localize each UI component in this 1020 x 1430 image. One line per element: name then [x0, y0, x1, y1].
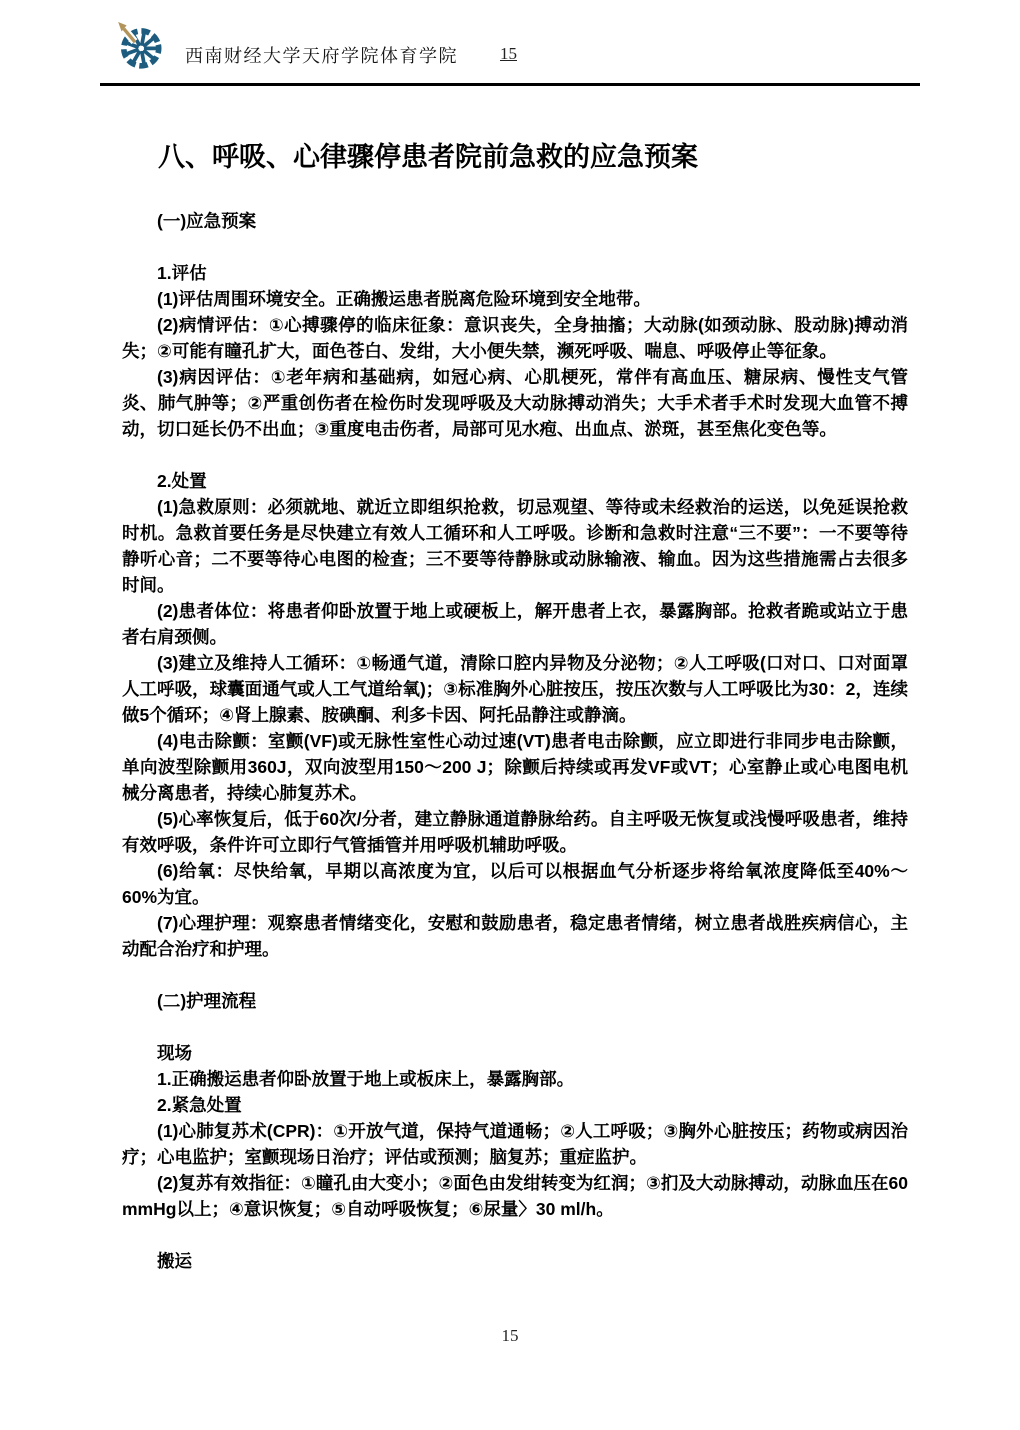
institution-name: 西南财经大学天府学院体育学院 [185, 46, 458, 66]
document-paragraphs [122, 208, 908, 1274]
paragraph: (7)心理护理：观察患者情绪变化，安慰和鼓励患者，稳定患者情绪，树立患者战胜疾病信心，主动配合治疗和护理。 [122, 913, 908, 959]
paragraph: (二)护理流程 [157, 991, 257, 1011]
paragraph: (4)电击除颤：室颤(VF)或无脉性室性心动过速(VT)患者电击除颤，应立即进行非同步电击除颤，单向波型除颤用360J，双向波型用150～200 J；除颤后持续或再发VF或VT；心室静止或心电图电机械分离患者，持续心肺复苏术。 [122, 731, 908, 803]
paragraph: (2)复苏有效指征：①瞳孔由大变小；②面色由发绀转变为红润；③扪及大动脉搏动，动脉血压在60 mmHg以上；④意识恢复；⑤自动呼吸恢复；⑥尿量〉30 ml/h。 [122, 1173, 908, 1219]
paragraph: 现场 [157, 1043, 192, 1063]
document-content [122, 130, 908, 1274]
paragraph: (3)病因评估：①老年病和基础病，如冠心病、心肌梗死，常伴有高血压、糖尿病、慢性支气管炎、肺气肿等；②严重创伤者在检伤时发现呼吸及大动脉搏动消失；大手术者手术时发现大血管不搏动，切口延长仍不出血；③重度电击伤者，局部可见水疱、出血点、淤斑，甚至焦化变色等。 [122, 367, 908, 439]
paragraph: (2)患者体位：将患者仰卧放置于地上或硬板上，解开患者上衣，暴露胸部。抢救者跪或站立于患者右肩颈侧。 [122, 601, 908, 647]
footer-page-number: 15 [501, 1326, 519, 1345]
paragraph: (1)急救原则：必须就地、就近立即组织抢救，切忌观望、等待或未经救治的运送，以免延误抢救时机。急救首要任务是尽快建立有效人工循环和人工呼吸。诊断和急救时注意“三不要”：一不要等待静听心音；二不要等待心电图的检查；三不要等待静脉或动脉输液、输血。因为这些措施需占去很多时间。 [122, 497, 908, 595]
document-title: 八、呼吸、心律骤停患者院前急救的应急预案 [158, 142, 698, 172]
page-header [100, 0, 920, 90]
paragraph: (一)应急预案 [157, 211, 257, 231]
paragraph: 2.紧急处置 [157, 1095, 242, 1115]
header-page-number: 15 [500, 44, 517, 63]
paragraph: 2.处置 [157, 471, 207, 491]
paragraph: 搬运 [157, 1251, 192, 1271]
paragraph: (1)心肺复苏术(CPR)：①开放气道，保持气道通畅；②人工呼吸；③胸外心脏按压；药物或病因治疗；心电监护；室颤现场日治疗；评估或预测；脑复苏；重症监护。 [122, 1121, 908, 1167]
paragraph: (5)心率恢复后，低于60次/分者，建立静脉通道静脉给药。自主呼吸无恢复或浅慢呼吸患者，维持有效呼吸，条件许可立即行气管插管并用呼吸机辅助呼吸。 [122, 809, 908, 855]
paragraph: 1.正确搬运患者仰卧放置于地上或板床上，暴露胸部。 [157, 1069, 575, 1089]
paragraph: (3)建立及维持人工循环：①畅通气道，清除口腔内异物及分泌物；②人工呼吸(口对口、口对面罩人工呼吸，球囊面通气或人工气道给氧)；③标准胸外心脏按压，按压次数与人工呼吸比为30：2，连续做5个循环；④肾上腺素、胺碘酮、利多卡因、阿托品静注或静滴。 [122, 653, 908, 725]
paragraph: (2)病情评估：①心搏骤停的临床征象：意识丧失，全身抽搐；大动脉(如颈动脉、股动脉)搏动消失；②可能有瞳孔扩大，面色苍白、发绀，大小便失禁，濒死呼吸、喘息、呼吸停止等征象。 [122, 315, 908, 361]
paragraph: (1)评估周围环境安全。正确搬运患者脱离危险环境到安全地带。 [157, 289, 651, 309]
paragraph: 1.评估 [157, 263, 207, 283]
college-emblem-icon [112, 18, 166, 72]
paragraph: (6)给氧：尽快给氧，早期以高浓度为宜，以后可以根据血气分析逐步将给氧浓度降低至40%～60%为宜。 [122, 861, 908, 907]
header-divider [100, 83, 920, 86]
